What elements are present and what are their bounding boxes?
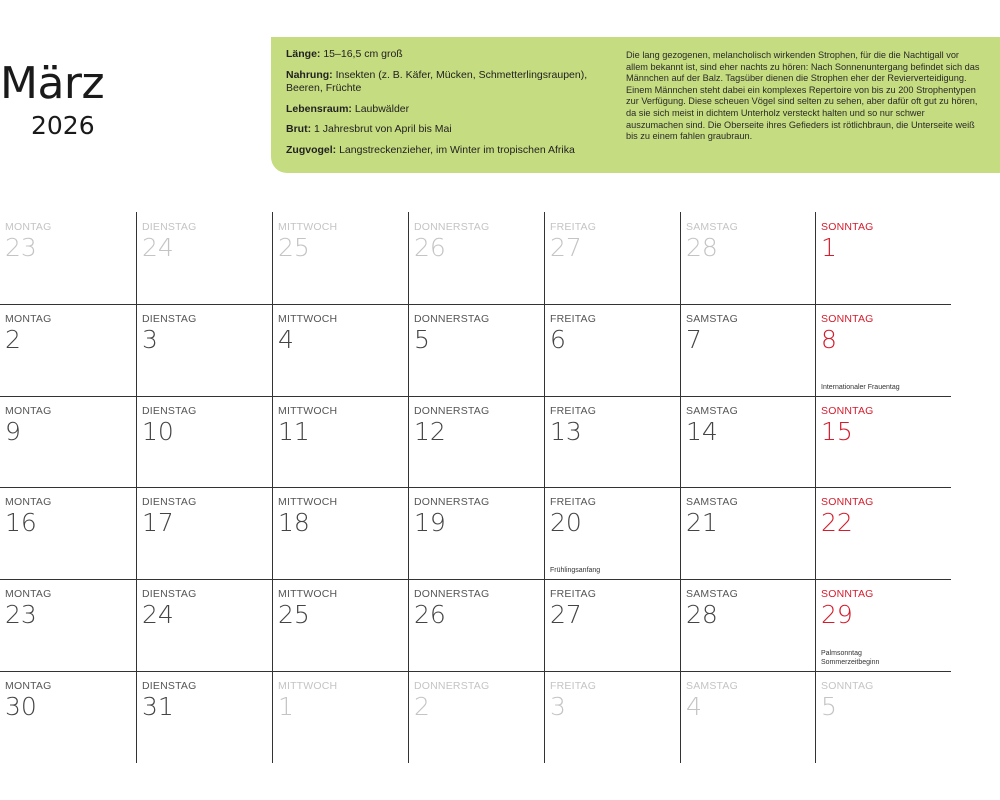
month-title: März (0, 58, 105, 109)
fact-label: Lebensraum: (286, 102, 352, 115)
day-cell (0, 304, 136, 396)
day-cell (680, 396, 815, 488)
day-number: 1 (278, 692, 294, 721)
weekday-label: DONNERSTAG (414, 496, 490, 508)
day-number: 4 (686, 692, 702, 721)
day-number: 25 (278, 600, 310, 629)
weekday-label: MONTAG (5, 405, 52, 417)
day-cell (815, 579, 951, 671)
day-number: 24 (142, 233, 174, 262)
bird-facts (286, 48, 616, 164)
day-cell (544, 212, 680, 304)
day-cell (136, 487, 272, 579)
weekday-label: SONNTAG (821, 405, 874, 417)
day-cell (408, 671, 544, 763)
weekday-label: SONNTAG (821, 221, 874, 233)
holiday-note-line: Palmsonntag (821, 650, 862, 657)
day-number: 18 (278, 508, 310, 537)
weekday-label: SONNTAG (821, 588, 874, 600)
calendar-grid (0, 212, 950, 763)
day-number: 30 (5, 692, 37, 721)
day-cell (272, 579, 408, 671)
fact-label: Nahrung: (286, 68, 333, 81)
fact-value: Insekten (z. B. Käfer, Mücken, Schmetterlingsraupen), Beeren, Früchte (286, 68, 588, 94)
weekday-label: MITTWOCH (278, 588, 338, 600)
day-number: 27 (550, 600, 582, 629)
weekday-label: FREITAG (550, 680, 597, 692)
day-number: 19 (414, 508, 446, 537)
weekday-label: SAMSTAG (686, 496, 738, 508)
day-number: 13 (550, 417, 582, 446)
year-title: 2026 (31, 111, 95, 140)
day-number: 11 (278, 417, 310, 446)
weekday-label: DONNERSTAG (414, 680, 490, 692)
day-number: 10 (142, 417, 174, 446)
day-cell (544, 304, 680, 396)
weekday-label: SONNTAG (821, 496, 874, 508)
day-number: 22 (821, 508, 853, 537)
day-cell (680, 212, 815, 304)
weekday-label: DIENSTAG (142, 680, 197, 692)
weekday-label: FREITAG (550, 313, 597, 325)
weekday-label: MITTWOCH (278, 680, 338, 692)
bird-description: Die lang gezogenen, melancholisch wirkenden Strophen, für die die Nachtigall vor allem bekannt ist, sind eher nachts zu hören: Nach Sonnenuntergang befindet sich das Männchen auf der Balz. Tagsüber dienen die Strophen eher der Revierverteidigung. Einem Männchen steht dabei ein komplexes Repertoire von bis zu 200 Strophentypen zur Verfügung. Diese scheuen Vögel sind selten zu sehen, aber dafür oft gut zu hören, da sie sich meist in dichtem Unterholz versteckt halten und so nur schwer auszumachen sind. Die Oberseite ihres Gefieders ist rötlichbraun, die Unterseite weiß bis zu einem fahlen graubraun. (626, 50, 980, 142)
weekday-label: SAMSTAG (686, 313, 738, 325)
day-number: 12 (414, 417, 446, 446)
weekday-label: FREITAG (550, 496, 597, 508)
weekday-label: FREITAG (550, 405, 597, 417)
weekday-label: MITTWOCH (278, 405, 338, 417)
day-cell (680, 579, 815, 671)
fact-breeding (286, 123, 616, 137)
day-number: 6 (550, 325, 566, 354)
day-cell (815, 487, 951, 579)
weekday-label: SAMSTAG (686, 588, 738, 600)
fact-label: Länge: (286, 48, 321, 60)
day-cell (136, 212, 272, 304)
day-cell (680, 304, 815, 396)
day-cell (408, 487, 544, 579)
weekday-label: DONNERSTAG (414, 313, 490, 325)
fact-value: Laubwälder (351, 102, 410, 115)
day-cell (136, 671, 272, 763)
fact-value: 1 Jahresbrut von April bis Mai (311, 123, 452, 135)
day-number: 31 (142, 692, 174, 721)
day-number: 15 (821, 417, 853, 446)
bird-info-panel (271, 37, 1000, 173)
weekday-label: SAMSTAG (686, 680, 738, 692)
day-number: 26 (414, 233, 446, 262)
day-number: 2 (5, 325, 21, 354)
fact-label: Brut: (286, 123, 312, 135)
day-number: 28 (686, 600, 718, 629)
day-number: 17 (142, 508, 174, 537)
day-number: 27 (550, 233, 582, 262)
weekday-label: MONTAG (5, 588, 52, 600)
day-number: 9 (5, 417, 21, 446)
day-number: 23 (5, 233, 37, 262)
day-cell (544, 671, 680, 763)
day-cell (408, 579, 544, 671)
weekday-label: SONNTAG (821, 313, 874, 325)
weekday-label: MITTWOCH (278, 496, 338, 508)
weekday-label: SONNTAG (821, 680, 874, 692)
day-cell (136, 579, 272, 671)
holiday-note-line: Frühlingsanfang (550, 567, 601, 574)
day-cell (815, 212, 951, 304)
weekday-label: FREITAG (550, 221, 597, 233)
weekday-label: MITTWOCH (278, 221, 338, 233)
weekday-label: DIENSTAG (142, 221, 197, 233)
day-cell (272, 304, 408, 396)
day-number: 20 (550, 508, 582, 537)
holiday-note (821, 383, 900, 392)
day-cell (136, 304, 272, 396)
day-number: 7 (686, 325, 702, 354)
day-number: 5 (414, 325, 430, 354)
day-number: 16 (5, 508, 37, 537)
weekday-label: DONNERSTAG (414, 405, 490, 417)
day-cell (815, 396, 951, 488)
weekday-label: MITTWOCH (278, 313, 338, 325)
day-number: 2 (414, 692, 430, 721)
weekday-label: SAMSTAG (686, 221, 738, 233)
day-cell (544, 396, 680, 488)
holiday-note-line: Internationaler Frauentag (821, 384, 900, 391)
day-number: 25 (278, 233, 310, 262)
day-cell (408, 396, 544, 488)
fact-value: 15–16,5 cm groß (320, 48, 403, 60)
weekday-label: MONTAG (5, 496, 52, 508)
holiday-note (821, 649, 879, 667)
day-number: 3 (142, 325, 158, 354)
day-cell (680, 671, 815, 763)
day-number: 29 (821, 600, 853, 629)
weekday-label: FREITAG (550, 588, 597, 600)
day-cell (0, 487, 136, 579)
day-number: 26 (414, 600, 446, 629)
day-cell (544, 487, 680, 579)
day-cell (815, 671, 951, 763)
day-number: 1 (821, 233, 837, 262)
weekday-label: DONNERSTAG (414, 588, 490, 600)
day-cell (408, 212, 544, 304)
weekday-label: DIENSTAG (142, 405, 197, 417)
day-cell (815, 304, 951, 396)
fact-value: Langstreckenzieher, im Winter im tropischen Afrika (336, 143, 575, 156)
fact-habitat (286, 103, 616, 117)
fact-food (286, 69, 616, 96)
fact-label: Zugvogel: (286, 143, 337, 156)
holiday-note (550, 566, 600, 575)
weekday-label: DIENSTAG (142, 313, 197, 325)
day-cell (0, 212, 136, 304)
day-number: 28 (686, 233, 718, 262)
day-cell (272, 396, 408, 488)
day-number: 24 (142, 600, 174, 629)
weekday-label: DIENSTAG (142, 496, 197, 508)
weekday-label: MONTAG (5, 221, 52, 233)
holiday-note-line: Sommerzeitbeginn (821, 659, 880, 666)
weekday-label: DONNERSTAG (414, 221, 490, 233)
day-number: 5 (821, 692, 837, 721)
weekday-label: MONTAG (5, 680, 52, 692)
day-cell (272, 212, 408, 304)
weekday-label: MONTAG (5, 313, 52, 325)
weekday-label: SAMSTAG (686, 405, 738, 417)
day-cell (136, 396, 272, 488)
day-cell (272, 671, 408, 763)
fact-migration (286, 144, 616, 158)
day-number: 14 (686, 417, 718, 446)
day-number: 23 (5, 600, 37, 629)
day-cell (0, 671, 136, 763)
day-cell (408, 304, 544, 396)
day-cell (680, 487, 815, 579)
fact-length (286, 48, 616, 62)
day-number: 4 (278, 325, 294, 354)
day-cell (0, 579, 136, 671)
weekday-label: DIENSTAG (142, 588, 197, 600)
day-cell (0, 396, 136, 488)
day-number: 3 (550, 692, 566, 721)
day-cell (544, 579, 680, 671)
day-number: 8 (821, 325, 837, 354)
day-number: 21 (686, 508, 718, 537)
day-cell (272, 487, 408, 579)
